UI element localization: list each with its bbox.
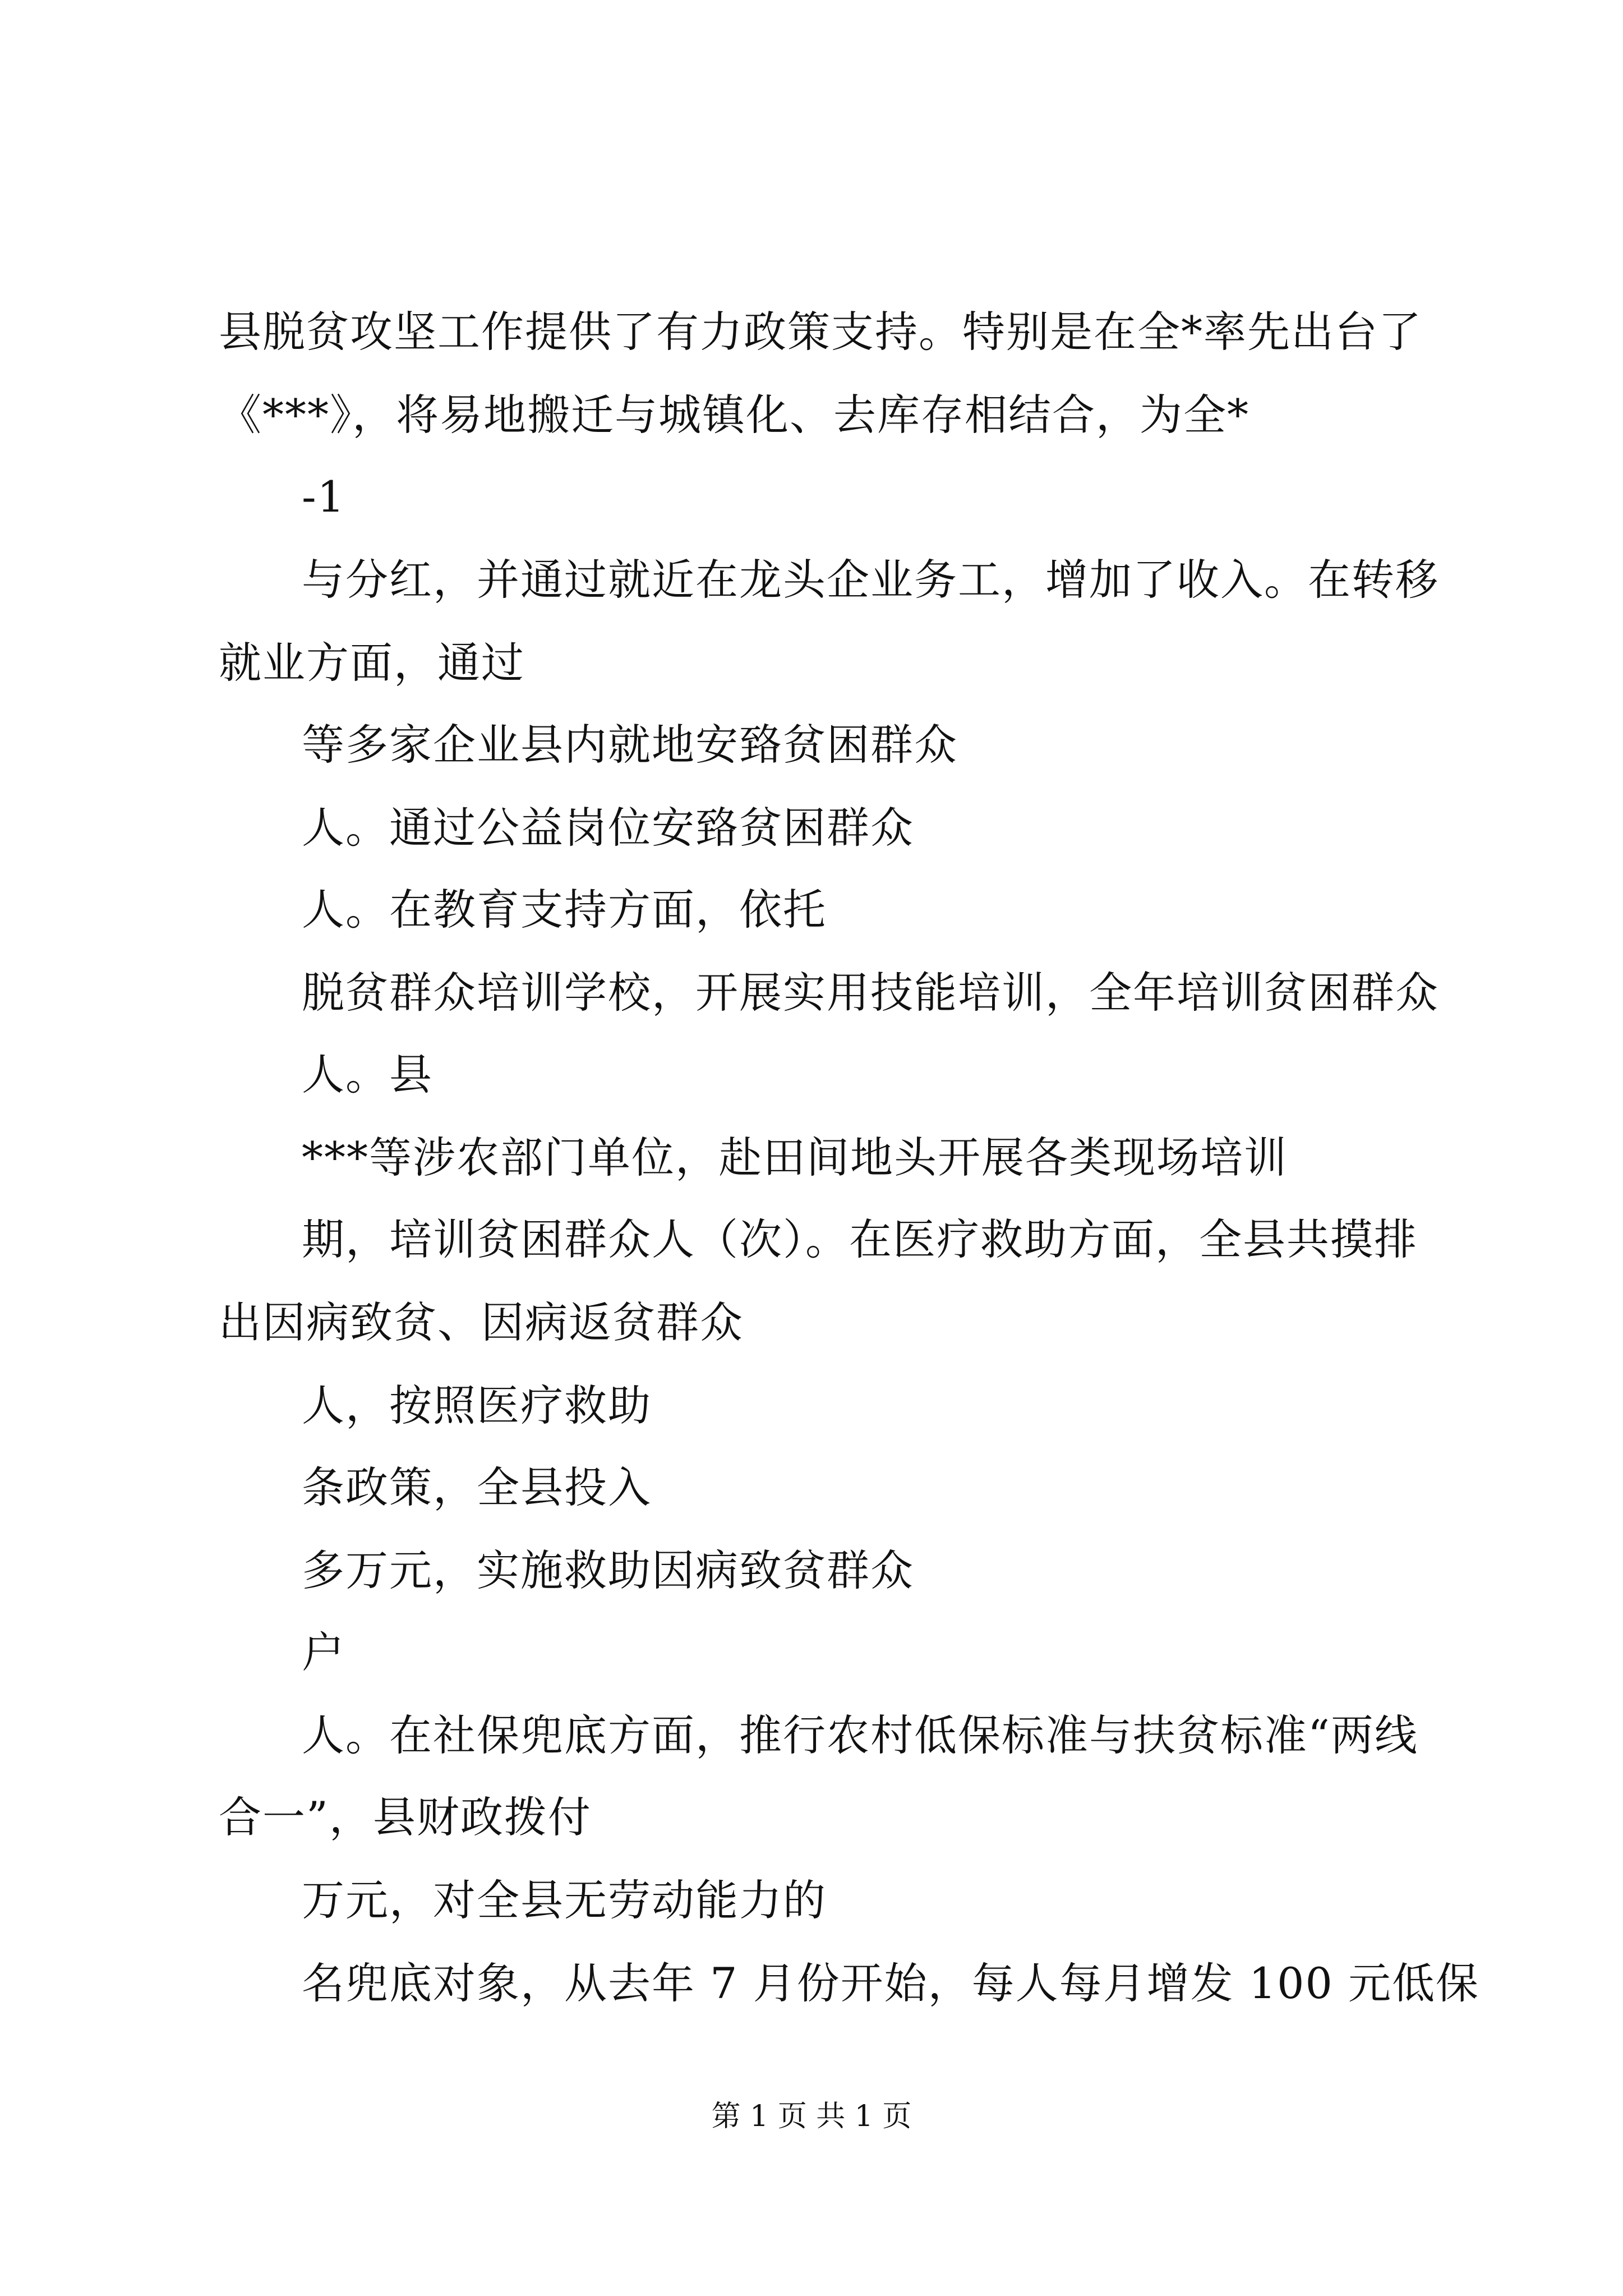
text-line-21: 名兜底对象，从去年 7 月份开始，每人每月增发 100 元低保	[302, 1958, 1480, 2008]
text-line-14: 人，按照医疗救助	[302, 1381, 652, 1430]
text-line-11: ***等涉农部门单位，赴田间地头开展各类现场培训	[302, 1133, 1288, 1182]
page-footer: 第 1 页 共 1 页	[711, 2100, 912, 2133]
text-line-19: 合一”，县财政拨付	[219, 1792, 592, 1842]
text-line-10: 人。县	[302, 1050, 433, 1099]
text-line-12: 期，培训贫困群众人（次）。在医疗救助方面，全县共摸排	[302, 1214, 1418, 1264]
text-line-6: 等多家企业县内就地安臵贫困群众	[302, 720, 958, 770]
text-line-4: 与分红，并通过就近在龙头企业务工，增加了收入。在转移	[302, 555, 1439, 605]
text-line-3: -1	[302, 472, 346, 522]
text-line-20: 万元，对全县无劳动能力的	[302, 1875, 827, 1925]
text-line-8: 人。在教育支持方面，依托	[302, 885, 827, 935]
text-line-7: 人。通过公益岗位安臵贫困群众	[302, 803, 914, 853]
text-line-1: 县脱贫攻坚工作提供了有力政策支持。特别是在全*率先出台了	[219, 307, 1422, 357]
text-line-13: 出因病致贫、因病返贫群众	[219, 1297, 744, 1347]
text-line-15: 条政策，全县投入	[302, 1462, 652, 1512]
text-line-16: 多万元，实施救助因病致贫群众	[302, 1545, 914, 1595]
text-line-9: 脱贫群众培训学校，开展实用技能培训，全年培训贫困群众	[302, 968, 1439, 1018]
text-line-18: 人。在社保兜底方面，推行农村低保标准与扶贫标准“两线	[302, 1710, 1418, 1760]
text-line-5: 就业方面，通过	[219, 638, 525, 688]
text-line-2: 《***》，将易地搬迁与城镇化、去库存相结合，为全*	[219, 390, 1249, 440]
text-line-17: 户	[302, 1627, 345, 1677]
